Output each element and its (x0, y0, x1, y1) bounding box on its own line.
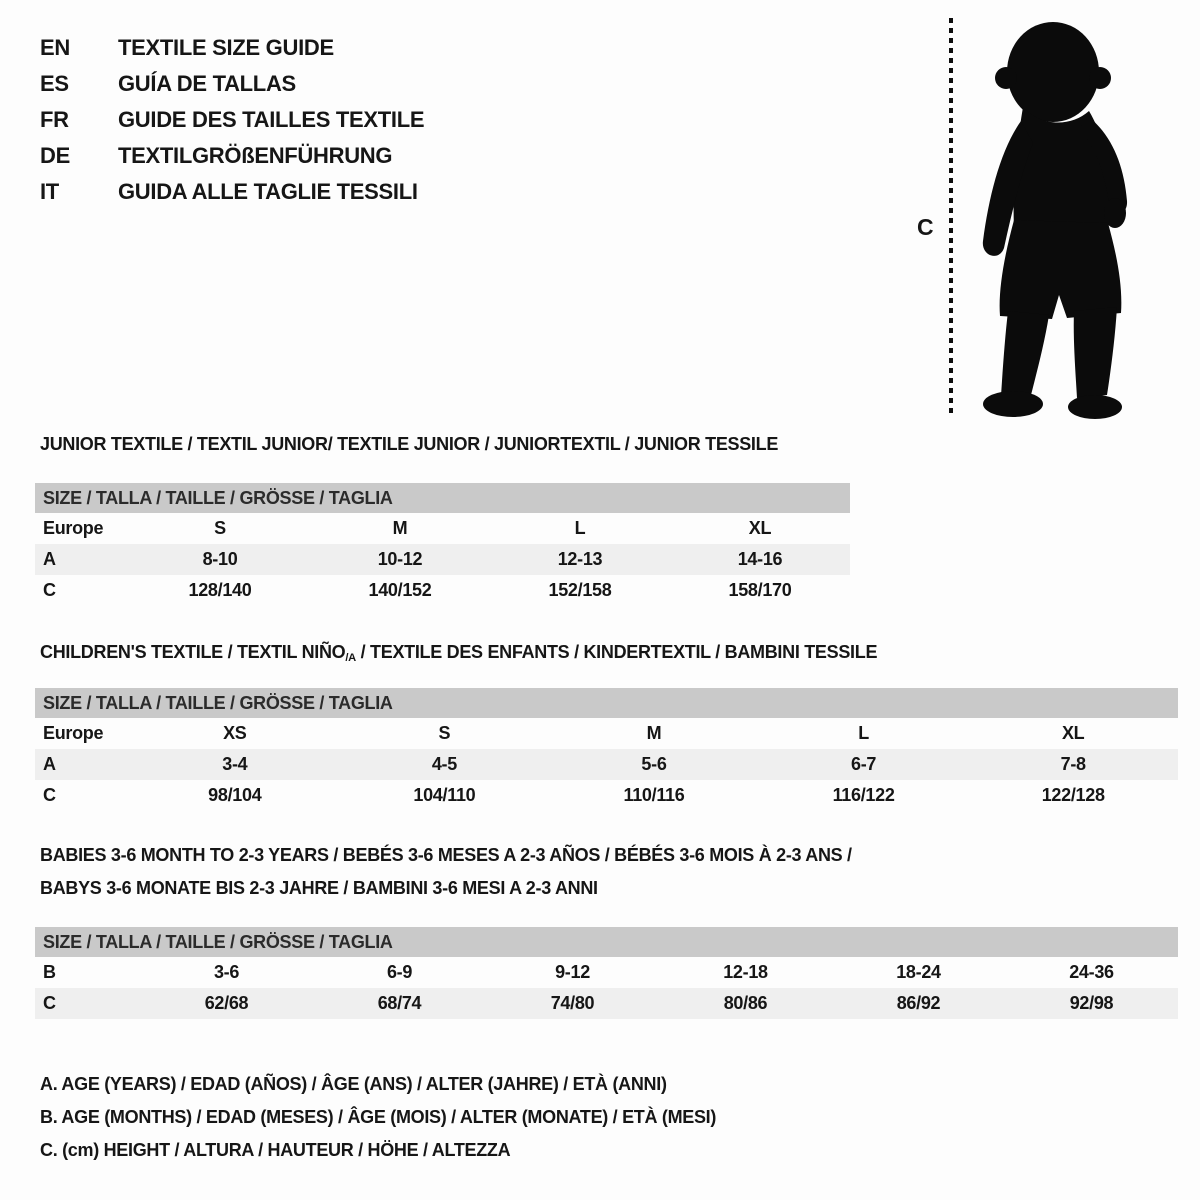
cell-value: 86/92 (896, 993, 941, 1013)
legend-line-c: C. (cm) HEIGHT / ALTURA / HAUTEUR / HÖHE / ALTEZZA (40, 1140, 511, 1160)
col-header: L (858, 723, 869, 743)
cell-value: 5-6 (641, 754, 667, 774)
table-row-height (35, 575, 850, 606)
col-header: M (392, 518, 408, 538)
row-label: Europe (43, 723, 104, 743)
cell-value: 3-6 (213, 962, 240, 982)
table-row-months (35, 957, 1178, 988)
cell-value: 104/110 (413, 785, 476, 805)
legend-block (40, 1068, 716, 1167)
col-header: S (214, 518, 226, 538)
lang-title: TEXTILE SIZE GUIDE (118, 35, 334, 60)
legend-line-b: B. AGE (MONTHS) / EDAD (MESES) / ÂGE (MOIS) / ALTER (MONATE) / ETÀ (MESI) (40, 1107, 717, 1127)
table-row-age (35, 749, 1178, 780)
size-header-band: SIZE / TALLA / TAILLE / GRÖSSE / TAGLIA (35, 483, 850, 513)
cell-value: 92/98 (1069, 993, 1114, 1013)
col-header: XS (223, 723, 247, 743)
table-row-age (35, 544, 850, 575)
table-row-columns (35, 513, 850, 544)
language-title-list (40, 30, 424, 210)
cell-value: 4-5 (431, 754, 457, 774)
cell-value: 6-7 (851, 754, 877, 774)
children-section-heading (40, 642, 877, 664)
cell-value: 14-16 (737, 549, 783, 569)
lang-row-it (40, 174, 424, 210)
junior-size-table (35, 483, 850, 606)
lang-code: DE (40, 143, 70, 168)
cell-value: 98/104 (208, 785, 262, 805)
lang-code: FR (40, 107, 69, 132)
lang-row-fr (40, 102, 424, 138)
height-dashed-line-icon (949, 18, 953, 416)
cell-value: 110/116 (623, 785, 685, 805)
cell-value: 10-12 (377, 549, 423, 569)
cell-value: 116/122 (832, 785, 895, 805)
lang-title: TEXTILGRÖßENFÜHRUNG (118, 143, 393, 168)
cell-value: 12-18 (723, 962, 768, 982)
col-header: XL (1061, 723, 1085, 743)
cell-value: 80/86 (723, 993, 768, 1013)
cell-value: 18-24 (896, 962, 941, 982)
cell-value: 7-8 (1060, 754, 1086, 774)
row-label: A (43, 754, 56, 774)
col-header: M (646, 723, 662, 743)
children-size-table (35, 688, 1178, 811)
col-header: S (438, 723, 451, 743)
cell-value: 12-13 (557, 549, 603, 569)
cell-value: 152/158 (548, 580, 612, 600)
lang-title: GUIDA ALLE TAGLIE TESSILI (118, 179, 418, 204)
lang-row-de (40, 138, 424, 174)
row-label: C (43, 580, 56, 600)
babies-section-heading-line1: BABIES 3-6 MONTH TO 2-3 YEARS / BEBÉS 3-6 MESES A 2-3 AÑOS / BÉBÉS 3-6 MOIS À 2-3 ANS / (40, 845, 852, 865)
cell-value: 158/170 (728, 580, 792, 600)
size-header-band: SIZE / TALLA / TAILLE / GRÖSSE / TAGLIA (35, 927, 1178, 957)
lang-title: GUIDE DES TAILLES TEXTILE (118, 107, 425, 132)
size-header-band: SIZE / TALLA / TAILLE / GRÖSSE / TAGLIA (35, 688, 1178, 718)
table-row-height (35, 988, 1178, 1019)
height-measure-figure (905, 10, 1155, 422)
children-heading-part1: CHILDREN'S TEXTILE / TEXTIL NIÑO (40, 642, 346, 662)
col-header: XL (748, 518, 772, 538)
legend-line-a: A. AGE (YEARS) / EDAD (AÑOS) / ÂGE (ANS) / ALTER (JAHRE) / ETÀ (ANNI) (40, 1074, 667, 1094)
col-header: L (574, 518, 586, 538)
cell-value: 6-9 (386, 962, 413, 982)
cell-value: 74/80 (550, 993, 595, 1013)
toddler-silhouette-icon (965, 15, 1145, 420)
cell-value: 128/140 (188, 580, 252, 600)
babies-section-heading-line2: BABYS 3-6 MONATE BIS 2-3 JAHRE / BAMBINI 3-6 MESI A 2-3 ANNI (40, 878, 598, 898)
height-measure-label: C (917, 214, 934, 240)
row-label: C (43, 993, 56, 1013)
babies-size-table (35, 927, 1178, 1019)
lang-row-es (40, 66, 424, 102)
cell-value: 62/68 (204, 993, 249, 1013)
cell-value: 24-36 (1069, 962, 1114, 982)
row-label: B (43, 962, 56, 982)
row-label: Europe (43, 518, 104, 538)
row-label: C (43, 785, 56, 805)
junior-section-heading: JUNIOR TEXTILE / TEXTIL JUNIOR/ TEXTILE JUNIOR / JUNIORTEXTIL / JUNIOR TESSILE (40, 434, 779, 454)
lang-code: IT (40, 179, 59, 204)
children-heading-sub: /A (345, 652, 356, 665)
lang-row-en (40, 30, 424, 66)
row-label: A (43, 549, 56, 569)
lang-code: EN (40, 35, 70, 60)
cell-value: 122/128 (1041, 785, 1105, 805)
cell-value: 8-10 (202, 549, 238, 569)
cell-value: 9-12 (555, 962, 590, 982)
cell-value: 68/74 (377, 993, 422, 1013)
table-row-columns (35, 718, 1178, 749)
cell-value: 140/152 (368, 580, 432, 600)
lang-code: ES (40, 71, 69, 96)
children-heading-part2: / TEXTILE DES ENFANTS / KINDERTEXTIL / BAMBINI TESSILE (355, 642, 878, 662)
table-row-height (35, 780, 1178, 811)
lang-title: GUÍA DE TALLAS (118, 71, 296, 96)
cell-value: 3-4 (222, 754, 248, 774)
